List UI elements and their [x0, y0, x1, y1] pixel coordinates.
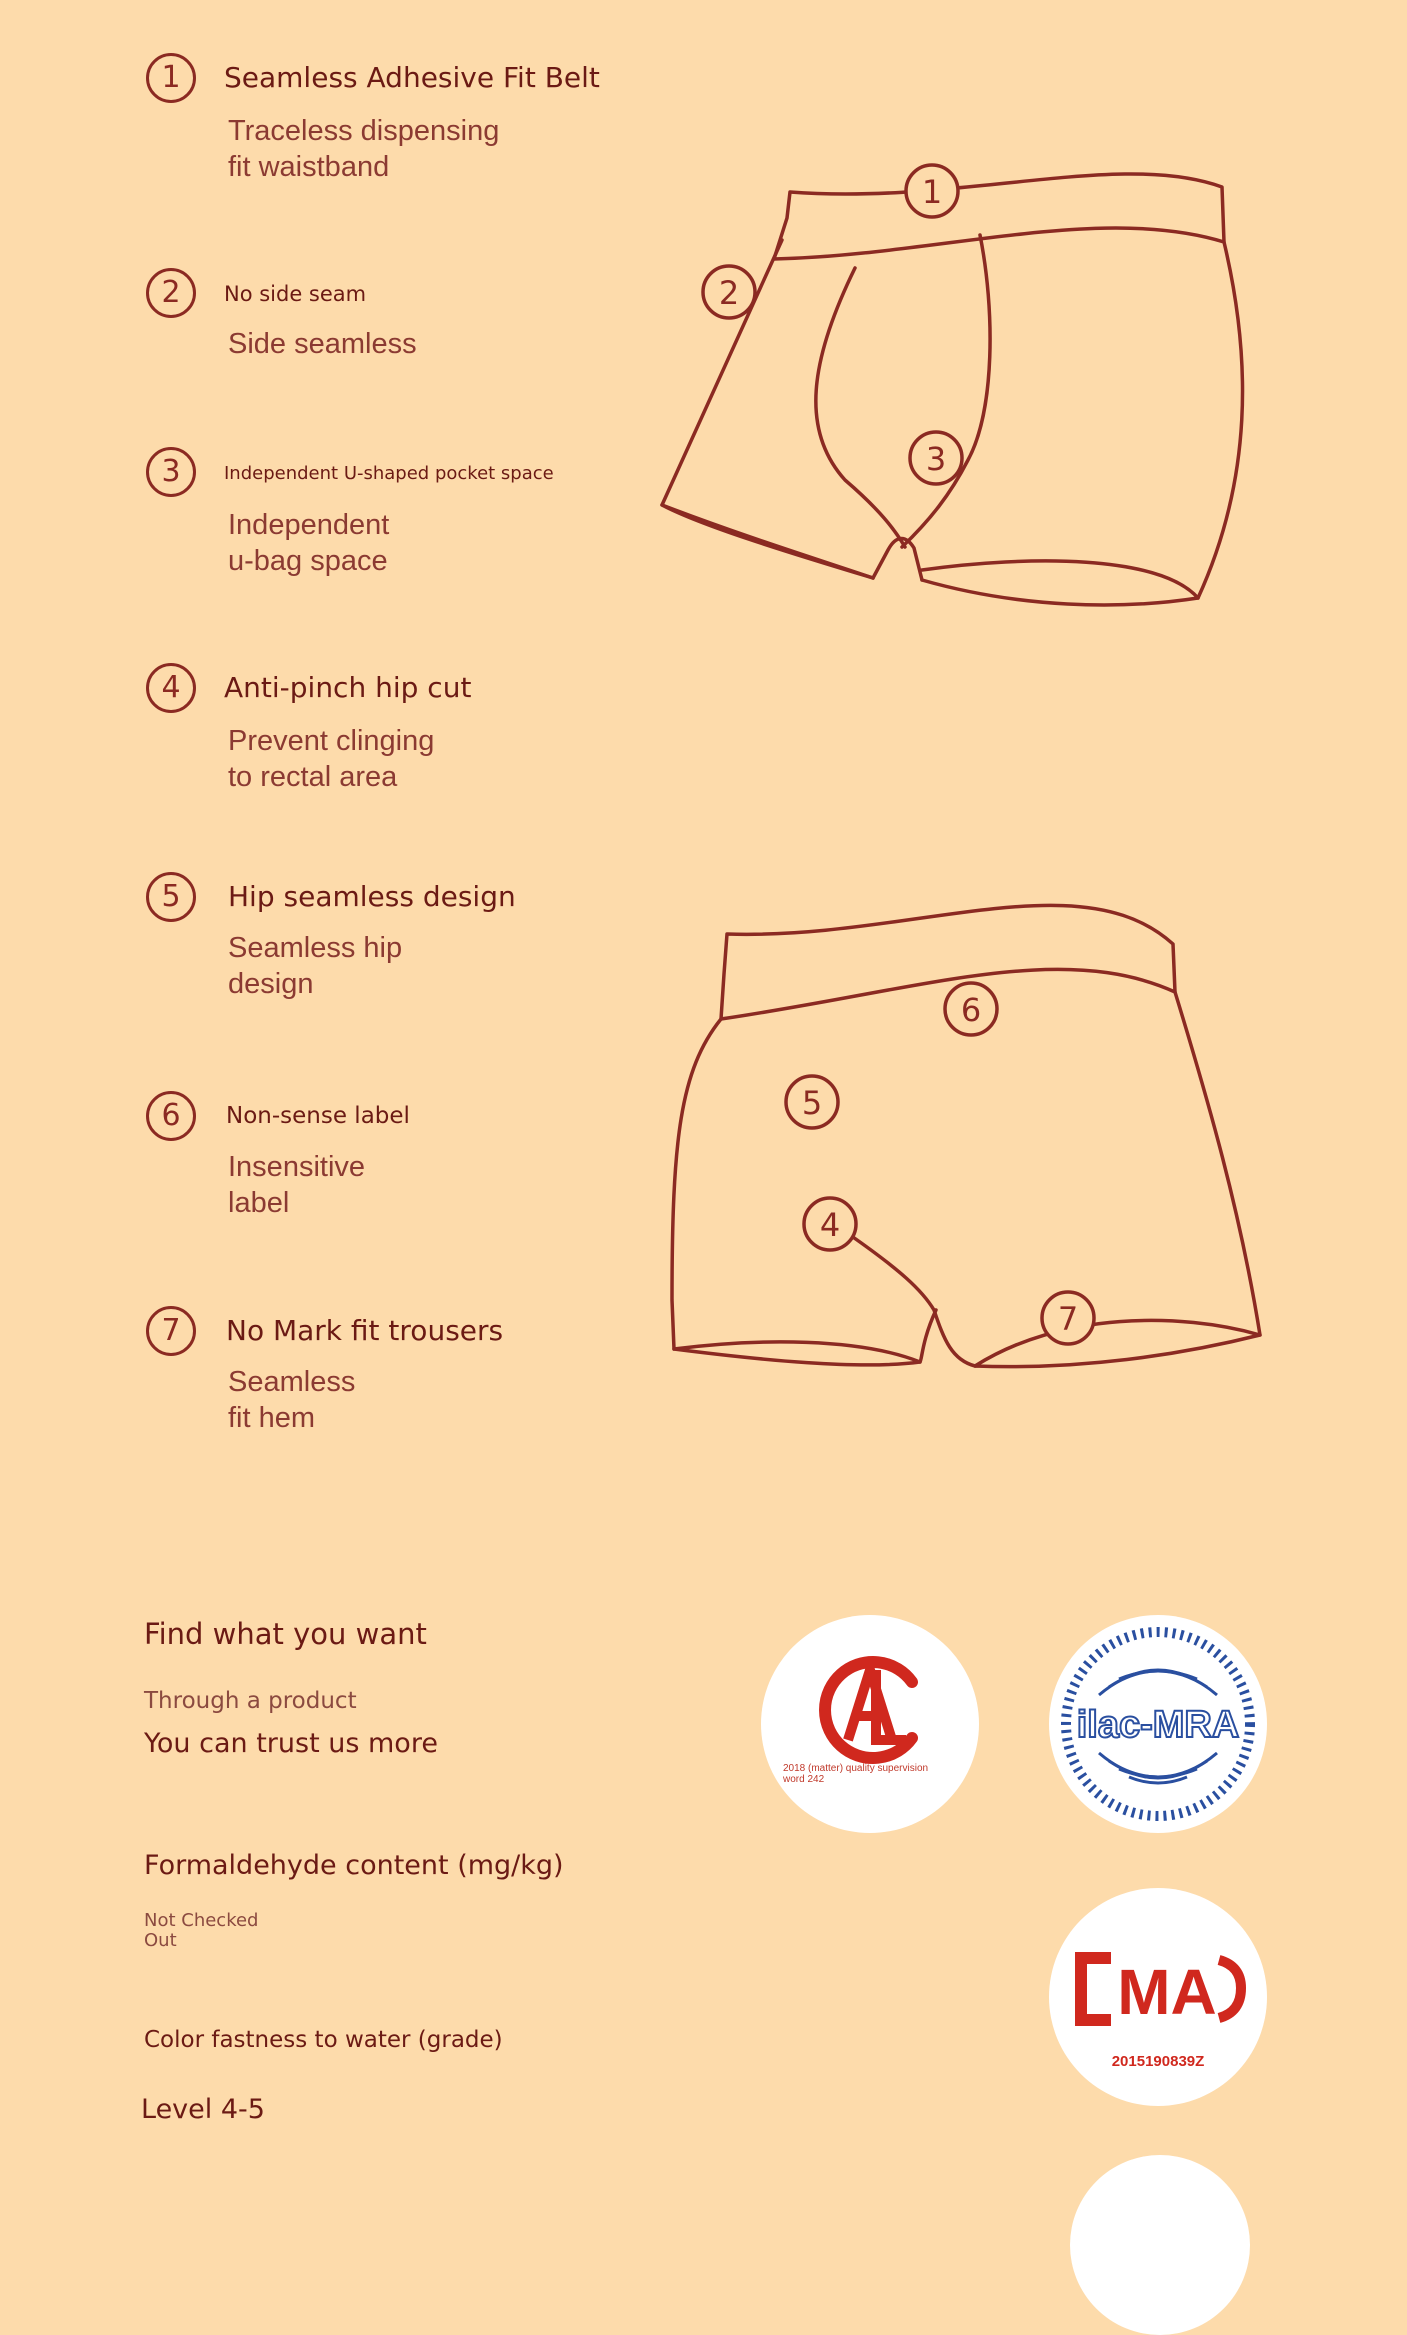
marker-5 — [786, 1076, 838, 1128]
marker-7-label: 7 — [1057, 1300, 1079, 1338]
cal-logo-icon — [761, 1615, 979, 1833]
feature-title: Seamless Adhesive Fit Belt — [224, 61, 600, 94]
feature-subtitle-line-2: u-bag space — [228, 545, 388, 577]
marker-2-label: 2 — [718, 274, 740, 312]
cma-number: 2015190839Z — [1111, 2053, 1205, 2070]
formaldehyde-value — [144, 1911, 259, 1951]
feature-title: No side seam — [224, 282, 367, 306]
center-seam — [850, 1235, 975, 1366]
feature-title: Independent U-shaped pocket space — [224, 463, 554, 484]
cal-certification-badge — [761, 1615, 979, 1833]
number-badge: 1 — [146, 53, 196, 103]
feature-subtitle-line-1: Seamless — [228, 1366, 356, 1398]
feature-subtitle-line-1: Insensitive — [228, 1151, 366, 1183]
marker-3 — [910, 432, 962, 484]
center-seam — [902, 235, 990, 547]
cma-certification-badge — [1049, 1888, 1267, 2106]
feature-subtitle-line-1: Independent — [228, 509, 390, 541]
number-badge: 2 — [146, 268, 196, 318]
marker-3-label: 3 — [925, 440, 947, 478]
back-view-diagram — [660, 900, 1280, 1380]
formaldehyde-value-line-2: Out — [144, 1930, 177, 1951]
partial-badge — [1070, 2155, 1250, 2335]
marker-4-label: 4 — [819, 1206, 841, 1244]
cal-caption — [783, 1763, 928, 1785]
ilac-mra-badge — [1049, 1615, 1267, 1833]
marker-5-label: 5 — [801, 1084, 823, 1122]
feature-title: Non-sense label — [226, 1103, 410, 1129]
number-badge: 3 — [146, 447, 196, 497]
feature-subtitle-line-2: design — [228, 968, 314, 1000]
feature-subtitle-line-2: to rectal area — [228, 761, 398, 793]
ilac-logo-text: ilac-MRA — [1076, 1704, 1240, 1746]
feature-title: Anti-pinch hip cut — [224, 671, 472, 704]
marker-6-label: 6 — [960, 991, 982, 1029]
number-badge: 4 — [146, 663, 196, 713]
left-side-outline — [672, 1019, 721, 1349]
trust-body: You can trust us more — [144, 1728, 438, 1759]
marker-2 — [703, 266, 755, 318]
feature-subtitle-line-2: fit waistband — [228, 151, 390, 183]
feature-title: No Mark fit trousers — [226, 1314, 504, 1347]
feature-title: Hip seamless design — [228, 880, 516, 913]
back-markers — [786, 983, 1094, 1344]
left-leg-inner — [920, 1310, 936, 1362]
left-leg-outline — [662, 240, 873, 578]
marker-1-label: 1 — [921, 173, 943, 211]
marker-6 — [945, 983, 997, 1035]
trust-subheading: Through a product — [144, 1688, 357, 1714]
cal-caption-line-1: 2018 (matter) quality supervision — [783, 1763, 929, 1774]
marker-1 — [906, 165, 958, 217]
feature-subtitle-line-2: fit hem — [228, 1402, 316, 1434]
marker-4 — [804, 1198, 856, 1250]
feature-subtitle — [228, 1364, 528, 1436]
feature-subtitle — [228, 930, 528, 1002]
right-side-outline — [1175, 992, 1260, 1335]
cma-logo-text: MA — [1117, 1956, 1217, 2028]
waistband-outline — [774, 174, 1224, 259]
feature-subtitle — [228, 507, 528, 579]
trust-heading: Find what you want — [144, 1617, 427, 1651]
feature-subtitle — [228, 1149, 528, 1221]
ilac-mra-logo-icon — [1049, 1615, 1267, 1833]
feature-subtitle — [228, 723, 528, 795]
feature-subtitle-line-1: Traceless dispensing — [228, 115, 500, 147]
front-view-diagram — [640, 150, 1260, 620]
color-fastness-label: Color fastness to water (grade) — [144, 2027, 503, 2053]
right-leg-hem — [922, 561, 1198, 605]
crotch-outline — [873, 538, 922, 580]
feature-subtitle-line-1: Seamless hip — [228, 932, 403, 964]
feature-subtitle — [228, 326, 528, 362]
cma-logo-icon — [1049, 1888, 1267, 2106]
right-side-outline — [1198, 242, 1243, 598]
number-badge: 6 — [146, 1091, 196, 1141]
feature-subtitle-line-2: label — [228, 1187, 290, 1219]
marker-7 — [1042, 1292, 1094, 1344]
feature-subtitle-line-1: Side seamless — [228, 328, 417, 360]
feature-subtitle — [228, 113, 528, 185]
right-leg-hem — [975, 1320, 1260, 1366]
formaldehyde-value-line-1: Not Checked — [144, 1910, 259, 1931]
number-badge: 5 — [146, 872, 196, 922]
color-fastness-value: Level 4-5 — [141, 2094, 265, 2125]
left-leg-hem — [674, 1342, 920, 1365]
feature-subtitle-line-1: Prevent clinging — [228, 725, 435, 757]
number-badge: 7 — [146, 1306, 196, 1356]
formaldehyde-label: Formaldehyde content (mg/kg) — [144, 1850, 564, 1881]
pouch-outline — [816, 268, 905, 547]
cal-caption-line-2: word 242 — [783, 1774, 825, 1785]
